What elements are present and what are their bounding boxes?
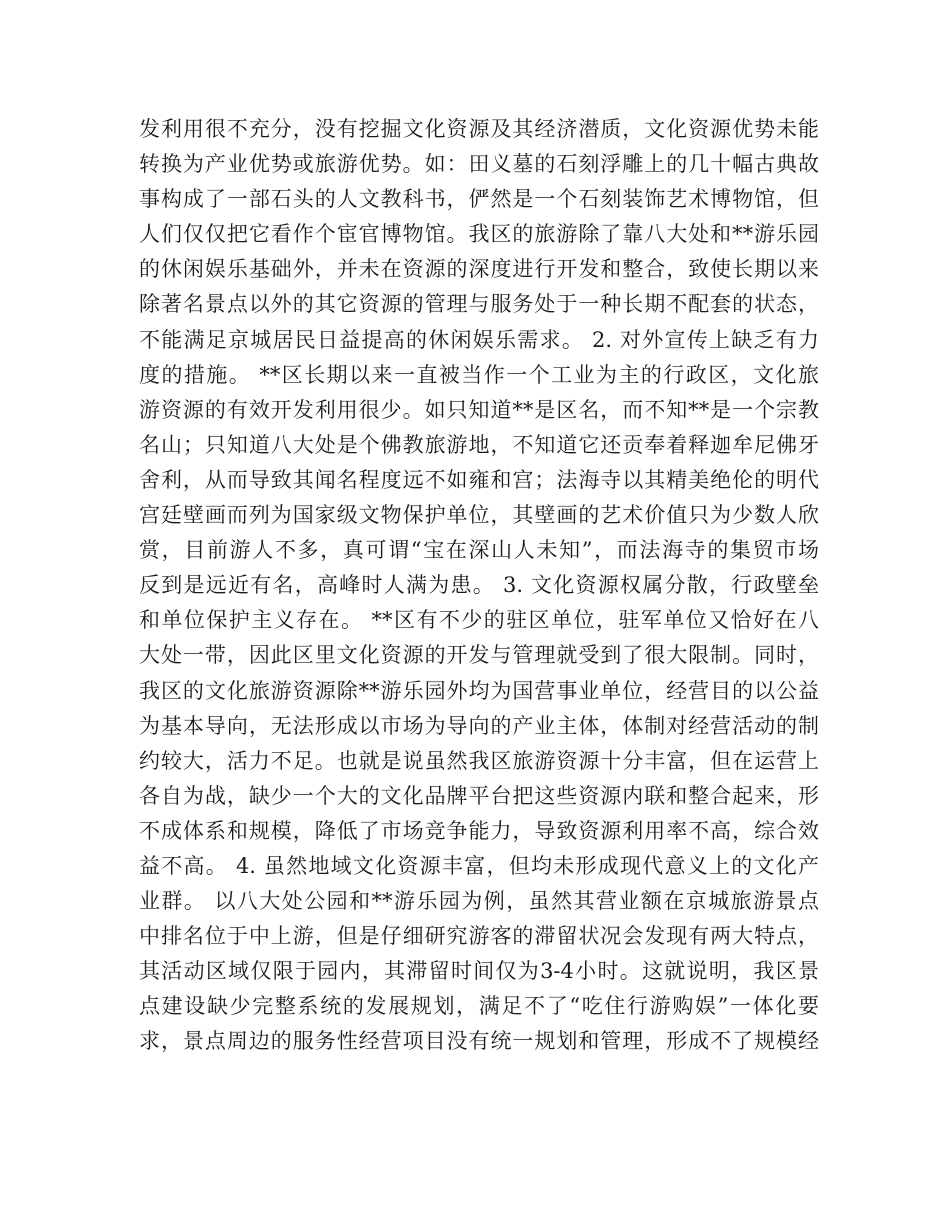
text-line: 反到是远近有名，高峰时人满为患。 3. 文化资源权属分散，行政壁垒 (139, 573, 819, 598)
text-line: 宫廷壁画而列为国家级文物保护单位，其壁画的艺术价值只为少数人欣 (139, 503, 819, 528)
text-line: 其活动区域仅限于园内，其滞留时间仅为3-4小时。这就说明，我区景 (139, 959, 819, 984)
text-line: 不成体系和规模，降低了市场竞争能力，导致资源利用率不高，综合效 (139, 818, 819, 843)
text-line: 转换为产业优势或旅游优势。如：田义墓的石刻浮雕上的几十幅古典故 (139, 152, 819, 177)
text-line: 发利用很不充分，没有挖掘文化资源及其经济潜质，文化资源优势未能 (139, 117, 819, 141)
text-line: 游资源的有效开发利用很少。如只知道**是区名，而不知**是一个宗教 (139, 397, 819, 422)
text-line: 和单位保护主义存在。 **区有不少的驻区单位，驻军单位又恰好在八 (139, 608, 819, 633)
text-line: 不能满足京城居民日益提高的休闲娱乐需求。 2. 对外宣传上缺乏有力 (139, 327, 819, 352)
document-body (139, 112, 819, 1060)
text-line: 名山；只知道八大处是个佛教旅游地，不知道它还贡奉着释迦牟尼佛牙 (139, 432, 819, 457)
text-line: 人们仅仅把它看作个宦官博物馆。我区的旅游除了靠八大处和**游乐园 (139, 222, 819, 247)
text-line: 约较大，活力不足。也就是说虽然我区旅游资源十分丰富，但在运营上 (139, 748, 819, 773)
text-line: 中排名位于中上游，但是仔细研究游客的滞留状况会发现有两大特点， (139, 924, 819, 949)
text-line: 益不高。 4. 虽然地域文化资源丰富，但均未形成现代意义上的文化产 (139, 853, 819, 878)
text-line: 赏，目前游人不多，真可谓“宝在深山人未知”，而法海寺的集贸市场 (139, 538, 819, 563)
text-line: 度的措施。 **区长期以来一直被当作一个工业为主的行政区，文化旅 (139, 362, 819, 387)
text-line: 我区的文化旅游资源除**游乐园外均为国营事业单位，经营目的以公益 (139, 678, 819, 703)
text-line: 为基本导向，无法形成以市场为导向的产业主体，体制对经营活动的制 (139, 713, 819, 738)
text-line: 事构成了一部石头的人文教科书，俨然是一个石刻装饰艺术博物馆，但 (139, 187, 819, 212)
text-line: 业群。 以八大处公园和**游乐园为例，虽然其营业额在京城旅游景点 (139, 889, 819, 914)
text-line: 点建设缺少完整系统的发展规划，满足不了“吃住行游购娱”一体化要 (139, 994, 819, 1019)
text-line: 各自为战，缺少一个大的文化品牌平台把这些资源内联和整合起来，形 (139, 783, 819, 808)
text-line: 除著名景点以外的其它资源的管理与服务处于一种长期不配套的状态， (139, 292, 819, 317)
text-line: 的休闲娱乐基础外，并未在资源的深度进行开发和整合，致使长期以来 (139, 257, 819, 282)
text-line: 求，景点周边的服务性经营项目没有统一规划和管理，形成不了规模经 (139, 1029, 819, 1054)
text-line: 大处一带，因此区里文化资源的开发与管理就受到了很大限制。同时， (139, 643, 819, 668)
text-line: 舍利，从而导致其闻名程度远不如雍和宫；法海寺以其精美绝伦的明代 (139, 467, 819, 492)
